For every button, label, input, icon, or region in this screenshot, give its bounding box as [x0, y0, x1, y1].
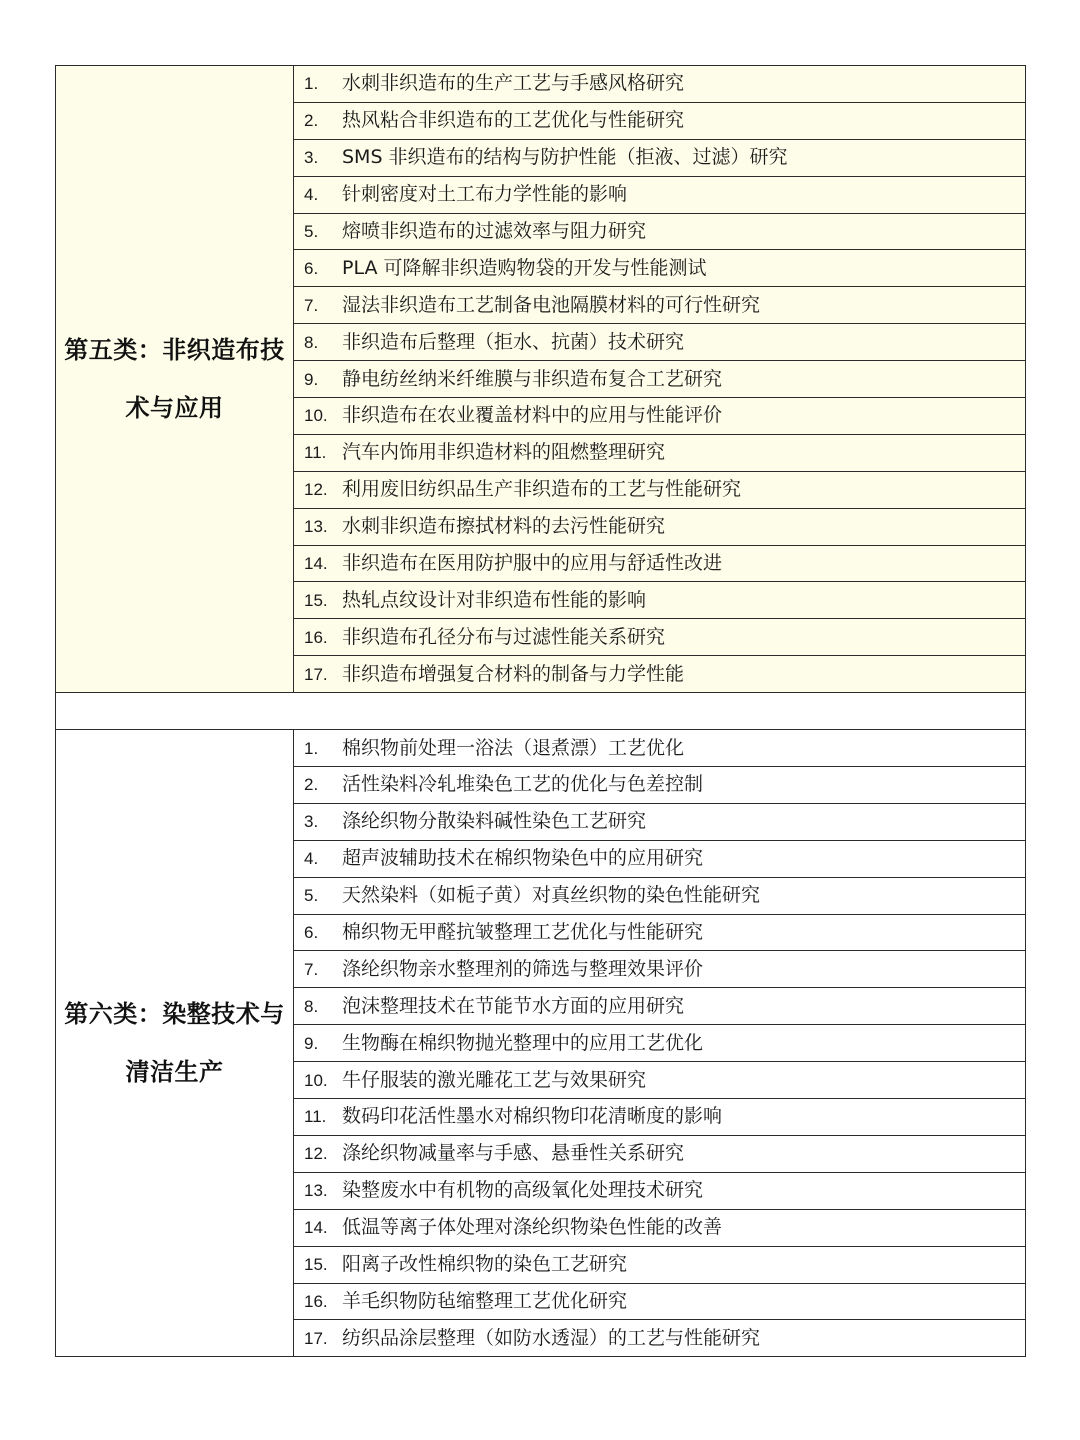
table-row: [56, 66, 1026, 103]
topic-cell: [294, 656, 1026, 693]
topic-cell: [294, 1099, 1026, 1136]
topic-title: 湿法非织造布工艺制备电池隔膜材料的可行性研究: [342, 293, 761, 316]
topic-cell: [294, 1209, 1026, 1246]
topic-title: 热风粘合非织造布的工艺优化与性能研究: [342, 109, 685, 132]
topic-title: 牛仔服装的激光雕花工艺与效果研究: [342, 1068, 647, 1091]
topic-title: 静电纺丝纳米纤维膜与非织造布复合工艺研究: [342, 367, 723, 390]
topic-title: 非织造布孔径分布与过滤性能关系研究: [342, 625, 666, 648]
topic-cell: [294, 914, 1026, 951]
topic-number: 16.: [304, 627, 328, 647]
topic-cell: [294, 1320, 1026, 1357]
topic-cell: [294, 102, 1026, 139]
topic-number: 11.: [304, 443, 327, 463]
topic-title: 阳离子改性棉织物的染色工艺研究: [342, 1253, 628, 1276]
topic-number: 17.: [304, 1328, 328, 1348]
topic-cell: [294, 1135, 1026, 1172]
topic-title: 纺织品涂层整理（如防水透湿）的工艺与性能研究: [342, 1326, 761, 1349]
topic-cell: [294, 1025, 1026, 1062]
topic-cell: [294, 767, 1026, 804]
topic-title: 非织造布在农业覆盖材料中的应用与性能评价: [342, 404, 723, 427]
topic-cell: [294, 213, 1026, 250]
topic-number: 5.: [304, 222, 319, 241]
topic-cell: [294, 361, 1026, 398]
topic-number: 10.: [304, 1070, 328, 1090]
topic-cell: [294, 545, 1026, 582]
category-label: 第五类：非织造布技术与应用: [64, 336, 285, 423]
topic-cell: [294, 1172, 1026, 1209]
topic-number: 15.: [304, 590, 328, 610]
topic-cell: [294, 988, 1026, 1025]
topic-number: 4.: [304, 185, 319, 205]
topic-number: 1.: [304, 74, 319, 94]
topic-title: 利用废旧纺织品生产非织造布的工艺与性能研究: [342, 478, 742, 501]
category-cell: [56, 730, 294, 1357]
topic-number: 11.: [304, 1107, 327, 1127]
topic-cell: [294, 951, 1026, 988]
topic-cell: [294, 803, 1026, 840]
topic-title: 染整废水中有机物的高级氧化处理技术研究: [342, 1179, 704, 1202]
topic-number: 7.: [304, 295, 319, 315]
topic-number: 17.: [304, 664, 328, 684]
topic-title: 水刺非织造布擦拭材料的去污性能研究: [342, 515, 666, 538]
topic-title: 超声波辅助技术在棉织物染色中的应用研究: [342, 847, 704, 870]
topic-title: 数码印花活性墨水对棉织物印花清晰度的影响: [342, 1105, 723, 1128]
topic-title: SMS 非织造布的结构与防护性能（拒液、过滤）研究: [342, 146, 788, 169]
topic-cell: [294, 877, 1026, 914]
topic-number: 15.: [304, 1255, 328, 1275]
topic-number: 6.: [304, 923, 319, 943]
topic-cell: [294, 176, 1026, 213]
topic-number: 16.: [304, 1291, 328, 1311]
topic-number: 13.: [304, 1181, 328, 1201]
topic-number: 14.: [304, 1218, 328, 1238]
topic-number: 8.: [304, 332, 319, 352]
topic-title: 涤纶织物亲水整理剂的筛选与整理效果评价: [342, 957, 704, 980]
topic-cell: [294, 398, 1026, 435]
section-dyeing-finishing: [56, 730, 1026, 1357]
topic-title: 非织造布在医用防护服中的应用与舒适性改进: [342, 552, 723, 575]
topic-title: 棉织物前处理一浴法（退煮漂）工艺优化: [342, 736, 685, 759]
topic-cell: [294, 66, 1026, 103]
topic-cell: [294, 471, 1026, 508]
spacer-cell: [56, 693, 1026, 730]
topic-title: 非织造布增强复合材料的制备与力学性能: [342, 662, 685, 685]
topic-number: 2.: [304, 111, 319, 131]
topic-cell: [294, 250, 1026, 287]
topic-cell: [294, 324, 1026, 361]
topic-number: 12.: [304, 1144, 328, 1164]
topic-cell: [294, 434, 1026, 471]
topic-cell: [294, 1062, 1026, 1099]
topic-title: 热轧点纹设计对非织造布性能的影响: [342, 588, 647, 611]
topic-title: 活性染料冷轧堆染色工艺的优化与色差控制: [342, 773, 704, 796]
category-label: 第六类：染整技术与清洁生产: [64, 1000, 285, 1087]
topic-title: 天然染料（如栀子黄）对真丝织物的染色性能研究: [342, 884, 761, 907]
topic-title: 非织造布后整理（拒水、抗菌）技术研究: [342, 330, 685, 353]
topic-title: 低温等离子体处理对涤纶织物染色性能的改善: [342, 1216, 723, 1239]
topic-number: 6.: [304, 258, 319, 278]
topic-cell: [294, 840, 1026, 877]
topics-table: [55, 65, 1026, 1357]
topic-title: 涤纶织物分散染料碱性染色工艺研究: [342, 810, 647, 833]
topic-cell: [294, 508, 1026, 545]
topic-number: 8.: [304, 996, 319, 1016]
topic-title: 汽车内饰用非织造材料的阻燃整理研究: [342, 441, 666, 464]
topic-number: 14.: [304, 554, 328, 574]
spacer-section: [56, 693, 1026, 730]
topic-cell: [294, 1246, 1026, 1283]
topic-number: 4.: [304, 849, 319, 869]
topic-number: 9.: [304, 369, 319, 389]
topic-cell: [294, 582, 1026, 619]
category-cell: [56, 66, 294, 693]
topic-title: PLA 可降解非织造购物袋的开发与性能测试: [342, 256, 707, 279]
topic-title: 生物酶在棉织物抛光整理中的应用工艺优化: [342, 1031, 704, 1054]
topic-cell: [294, 619, 1026, 656]
table-row: [56, 730, 1026, 767]
topic-number: 13.: [304, 517, 328, 537]
topic-title: 水刺非织造布的生产工艺与手感风格研究: [342, 72, 685, 95]
topic-number: 1.: [304, 738, 319, 758]
topic-title: 棉织物无甲醛抗皱整理工艺优化与性能研究: [342, 921, 704, 944]
topic-title: 羊毛织物防毡缩整理工艺优化研究: [342, 1289, 628, 1312]
topic-number: 12.: [304, 480, 328, 500]
topic-title: 针刺密度对土工布力学性能的影响: [342, 183, 628, 206]
topic-title: 熔喷非织造布的过滤效率与阻力研究: [342, 220, 647, 242]
topic-number: 2.: [304, 775, 319, 795]
topic-cell: [294, 730, 1026, 767]
topic-number: 9.: [304, 1033, 319, 1053]
topic-title: 涤纶织物减量率与手感、悬垂性关系研究: [342, 1142, 685, 1165]
topic-number: 10.: [304, 406, 328, 426]
section-nonwoven: [56, 66, 1026, 693]
topic-number: 3.: [304, 812, 319, 832]
topic-title: 泡沫整理技术在节能节水方面的应用研究: [342, 994, 685, 1017]
spacer-row: [56, 693, 1026, 730]
topic-cell: [294, 1283, 1026, 1320]
topic-number: 7.: [304, 959, 319, 979]
topic-number: 3.: [304, 148, 319, 168]
topic-cell: [294, 287, 1026, 324]
topic-cell: [294, 139, 1026, 176]
topic-number: 5.: [304, 886, 319, 906]
